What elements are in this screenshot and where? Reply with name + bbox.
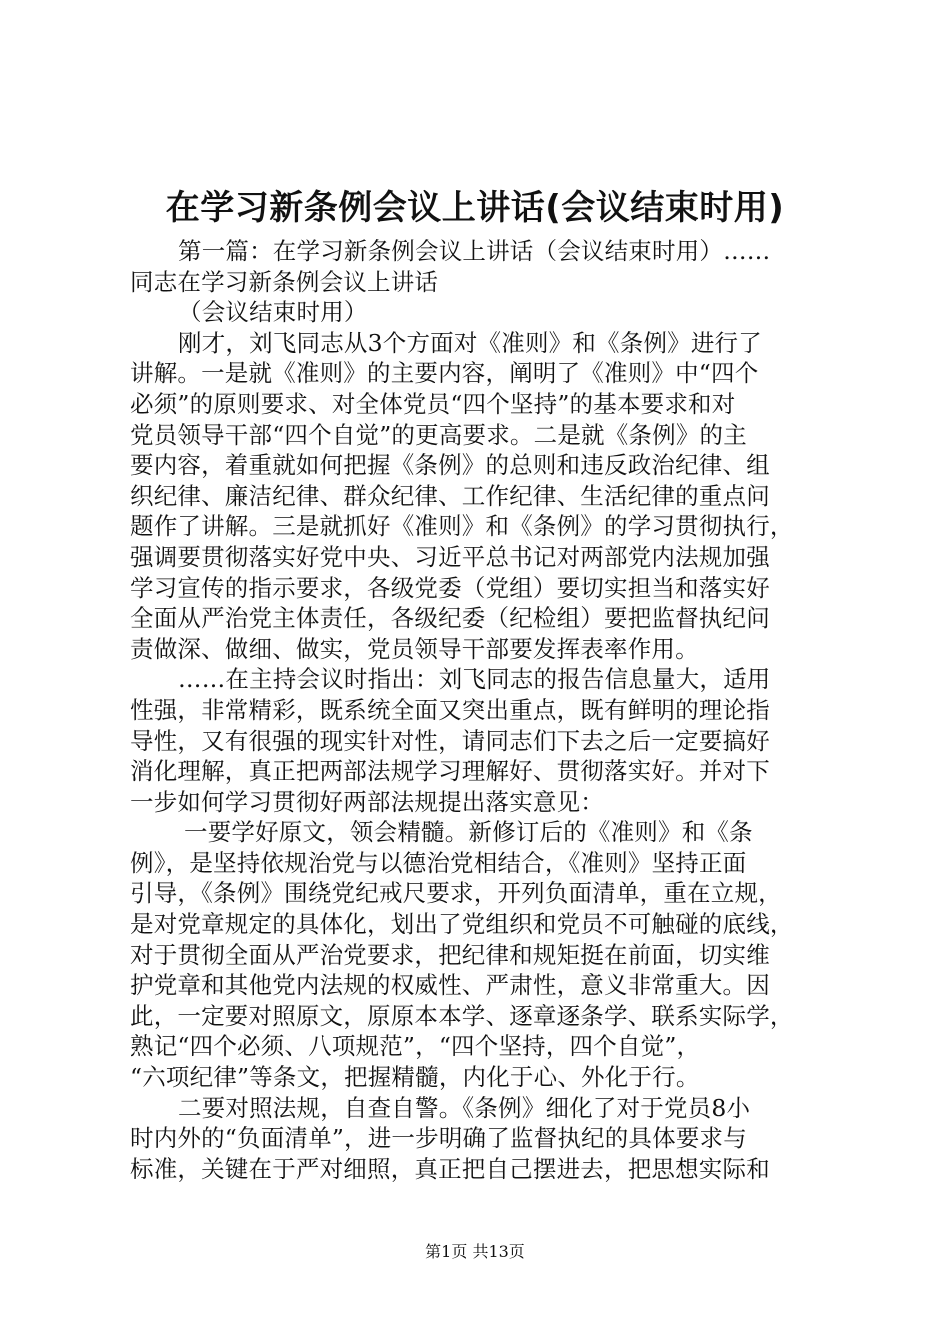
paragraph-line: 第一篇：在学习新条例会议上讲话（会议结束时用）……: [178, 237, 771, 265]
paragraph-line: 导性，又有很强的现实针对性，请同志们下去之后一定要搞好: [130, 726, 770, 755]
paragraph-line: 是对党章规定的具体化，划出了党组织和党员不可触碰的底线，: [130, 910, 794, 939]
paragraph-line: 强调要贯彻落实好党中央、习近平总书记对两部党内法规加强: [130, 542, 770, 571]
paragraph-line: 消化理解，真正把两部法规学习理解好、贯彻落实好。并对下: [130, 757, 770, 786]
paragraph-line: 刚才，刘飞同志从3个方面对《准则》和《条例》进行了: [178, 328, 762, 357]
paragraph-line: 讲解。一是就《准则》的主要内容，阐明了《准则》中“四个: [130, 359, 759, 388]
paragraph-line: 时内外的“负面清单”，进一步明确了监督执纪的具体要求与: [130, 1124, 747, 1153]
paragraph-line: 熟记“四个必须、八项规范”，“四个坚持，四个自觉”，: [130, 1032, 701, 1061]
paragraph-line: 责做深、做细、做实，党员领导干部要发挥表率作用。: [130, 634, 699, 663]
paragraph-line: ……在主持会议时指出：刘飞同志的报告信息量大，适用: [178, 665, 771, 694]
paragraph-line: （会议结束时用）: [178, 298, 368, 327]
document-body: [130, 236, 828, 1184]
paragraph-line: 一步如何学习贯彻好两部法规提出落实意见：: [130, 787, 604, 816]
paragraph-line: 引导，《条例》围绕党纪戒尺要求，开列负面清单，重在立规，: [130, 879, 782, 908]
paragraph-line: 要内容，着重就如何把握《条例》的总则和违反政治纪律、组: [130, 451, 770, 480]
page-footer: 第1页 共13页: [425, 1242, 525, 1261]
paragraph-line: 同志在学习新条例会议上讲话: [130, 267, 439, 296]
paragraph-line: 学习宣传的指示要求，各级党委（党组）要切实担当和落实好: [130, 573, 770, 602]
paragraph-line: 织纪律、廉洁纪律、群众纪律、工作纪律、生活纪律的重点问: [130, 481, 770, 510]
paragraph-line: 全面从严治党主体责任，各级纪委（纪检组）要把监督执纪问: [130, 604, 770, 633]
paragraph-line: 此，一定要对照原文，原原本本学、逐章逐条学、联系实际学，: [130, 1001, 794, 1030]
paragraph-line: “六项纪律”等条文，把握精髓，内化于心、外化于行。: [130, 1063, 700, 1092]
paragraph-line: 必须”的原则要求、对全体党员“四个坚持”的基本要求和对: [130, 389, 736, 418]
document-title: 在学习新条例会议上讲话(会议结束时用): [165, 188, 785, 228]
paragraph-line: 标准，关键在于严对细照，真正把自己摆进去，把思想实际和: [130, 1154, 770, 1183]
paragraph-line: 题作了讲解。三是就抓好《准则》和《条例》的学习贯彻执行，: [130, 512, 794, 541]
paragraph-line: 党员领导干部“四个自觉”的更高要求。二是就《条例》的主: [130, 420, 747, 449]
paragraph-line: 二要对照法规，自查自警。《条例》细化了对于党员8小: [178, 1093, 751, 1122]
paragraph-line: 性强，非常精彩，既系统全面又突出重点，既有鲜明的理论指: [130, 695, 770, 724]
paragraph-line: 对于贯彻全面从严治党要求，把纪律和规矩挺在前面，切实维: [130, 940, 770, 969]
paragraph-line: 例》，是坚持依规治党与以德治党相结合，《准则》坚持正面: [130, 848, 747, 877]
paragraph-line: 一要学好原文，领会精髓。新修订后的《准则》和《条: [184, 818, 753, 847]
paragraph-line: 护党章和其他党内法规的权威性、严肃性，意义非常重大。因: [130, 971, 770, 1000]
